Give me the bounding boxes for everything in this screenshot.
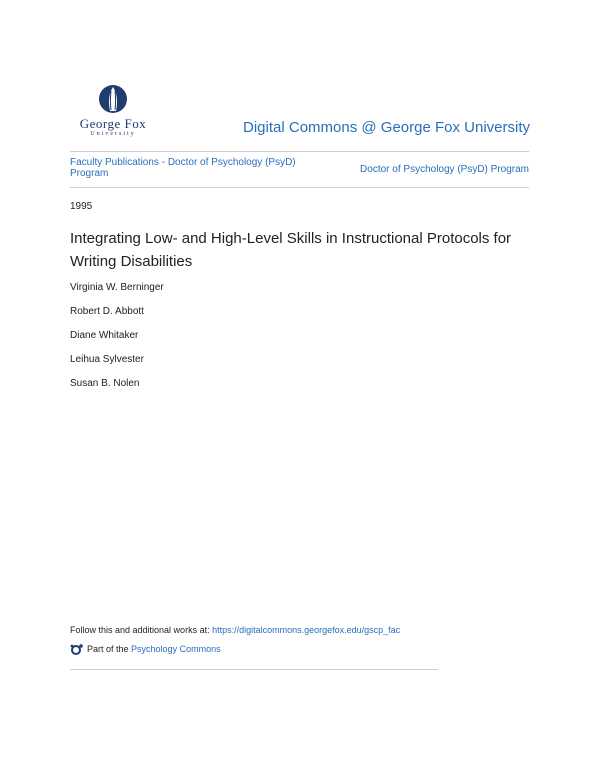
george-fox-logo-icon <box>98 83 128 115</box>
follow-text: Follow this and additional works at: <box>70 625 213 635</box>
author-name: Diane Whitaker <box>70 330 139 341</box>
repository-title-link[interactable]: Digital Commons @ George Fox University <box>243 119 530 136</box>
author-name: Susan B. Nolen <box>70 378 140 389</box>
logo-subtitle: University <box>90 131 136 137</box>
part-of-line <box>70 643 221 655</box>
author-list <box>70 282 164 402</box>
collection-link[interactable]: Faculty Publications - Doctor of Psychology (PsyD) Program <box>70 157 296 179</box>
author-name: Leihua Sylvester <box>70 354 144 365</box>
logo-name: George Fox <box>79 116 147 131</box>
publication-year: 1995 <box>70 201 93 212</box>
part-of-text: Part of the <box>87 644 129 654</box>
program-link[interactable]: Doctor of Psychology (PsyD) Program <box>360 164 529 175</box>
follow-line <box>70 625 400 636</box>
psychology-commons-link[interactable]: Psychology Commons <box>131 644 221 654</box>
divider <box>70 669 438 670</box>
george-fox-logo[interactable] <box>70 83 156 138</box>
divider <box>70 187 529 188</box>
follow-url-link[interactable]: https://digitalcommons.georgefox.edu/gscp_fac <box>212 625 401 635</box>
article-title: Integrating Low- and High-Level Skills in Instructional Protocols for Writing Disabilities <box>70 230 512 270</box>
author-name: Virginia W. Berninger <box>70 282 164 293</box>
author-name: Robert D. Abbott <box>70 306 144 317</box>
commons-network-icon <box>70 644 83 655</box>
divider <box>70 151 529 152</box>
